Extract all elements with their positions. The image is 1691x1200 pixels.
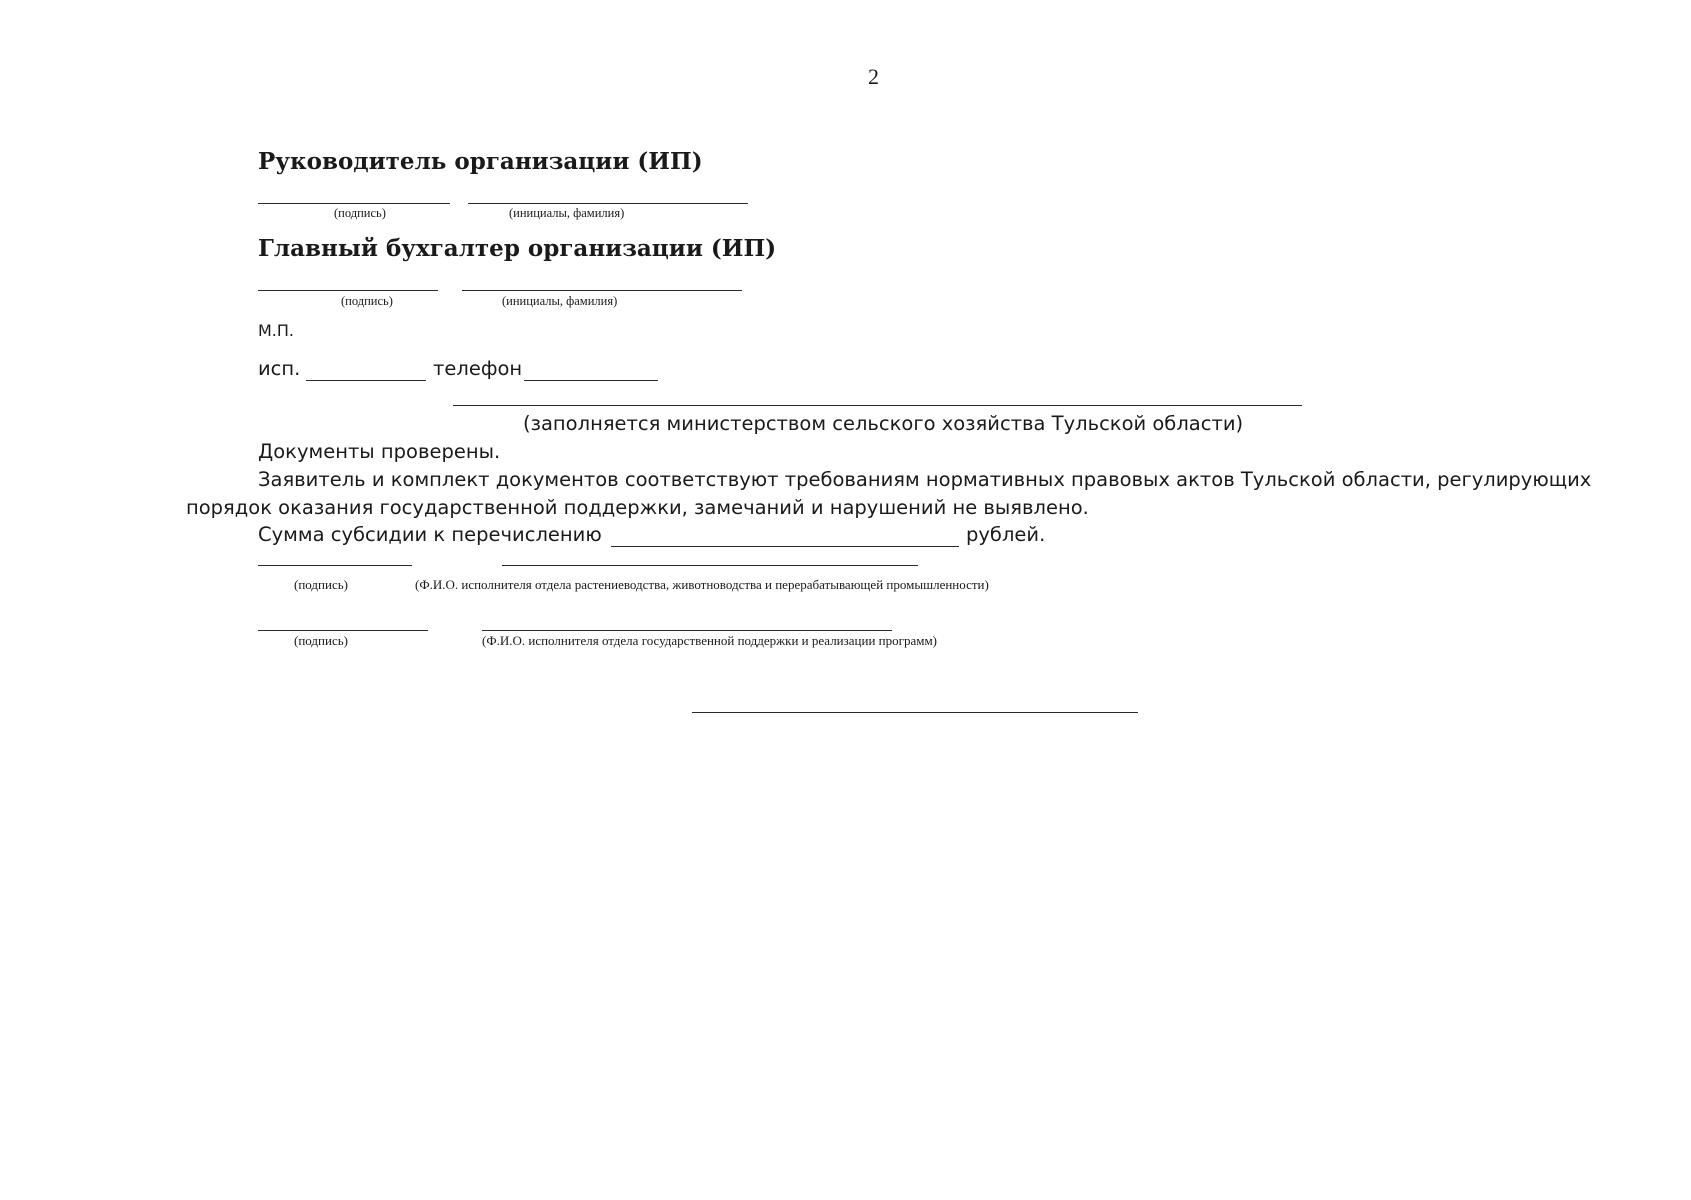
accountant-name-line — [462, 290, 742, 291]
head-signature-caption: (подпись) — [334, 206, 386, 220]
closing-divider — [692, 712, 1138, 713]
signature-2-caption: (подпись) — [294, 633, 348, 648]
signature-2-name-line — [482, 630, 892, 631]
compliance-text-line-2: порядок оказания государственной поддержки, замечаний и нарушений не выявлено. — [186, 496, 1089, 519]
page-number: 2 — [868, 64, 879, 89]
signature-2-line — [258, 630, 428, 631]
stamp-label: М.П. — [258, 321, 295, 340]
subsidy-label: Сумма субсидии к перечислению — [258, 523, 602, 546]
signature-1-caption: (подпись) — [294, 577, 348, 592]
executor-line — [306, 380, 426, 381]
phone-line — [524, 380, 658, 381]
subsidy-amount-line — [611, 546, 959, 547]
head-name-line — [468, 203, 748, 204]
executor-label: исп. — [258, 357, 301, 380]
head-of-organization-title: Руководитель организации (ИП) — [258, 148, 703, 175]
head-signature-line — [258, 203, 450, 204]
chief-accountant-title: Главный бухгалтер организации (ИП) — [258, 235, 777, 262]
compliance-text-line-1: Заявитель и комплект документов соответствуют требованиям нормативных правовых актов Тульской области, регулирующих — [258, 468, 1592, 491]
documents-checked-text: Документы проверены. — [258, 440, 501, 463]
signature-2-name-caption: (Ф.И.О. исполнителя отдела государственной поддержки и реализации программ) — [482, 633, 938, 648]
accountant-signature-line — [258, 290, 438, 291]
head-name-caption: (инициалы, фамилия) — [509, 206, 625, 220]
signature-1-line — [258, 565, 412, 566]
subsidy-unit: рублей. — [966, 523, 1046, 546]
phone-label: телефон — [433, 357, 523, 380]
ministry-caption: (заполняется министерством сельского хозяйства Тульской области) — [523, 412, 1244, 435]
signature-1-name-line — [502, 565, 918, 566]
accountant-name-caption: (инициалы, фамилия) — [502, 294, 618, 308]
signature-1-name-caption: (Ф.И.О. исполнителя отдела растениеводства, животноводства и перерабатывающей промышленности) — [415, 577, 989, 592]
ministry-section-divider — [453, 405, 1302, 406]
accountant-signature-caption: (подпись) — [341, 294, 393, 308]
